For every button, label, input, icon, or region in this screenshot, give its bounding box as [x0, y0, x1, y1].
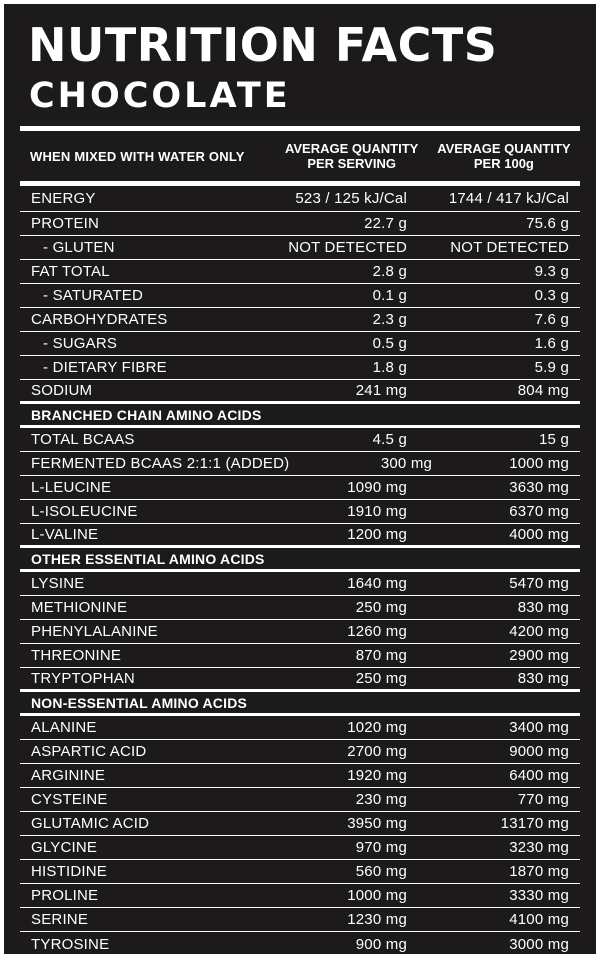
per-serving-value: 2.8 g	[372, 263, 407, 280]
table-row	[20, 836, 580, 860]
table-header	[20, 131, 580, 186]
per-100g-value: 804 mg	[517, 382, 569, 399]
per-100g-value: 15 g	[539, 431, 569, 448]
nutrient-name: - DIETARY FIBRE	[43, 359, 167, 376]
table-row	[20, 260, 580, 284]
nutrient-name: GLUTAMIC ACID	[31, 815, 150, 832]
table-row	[20, 428, 580, 452]
nutrient-name: TOTAL BCAAS	[31, 431, 135, 448]
table-row	[20, 500, 580, 524]
nutrient-name: L-ISOLEUCINE	[31, 503, 138, 520]
nutrient-name: METHIONINE	[31, 599, 128, 616]
section-header	[20, 404, 580, 428]
table-row	[20, 476, 580, 500]
per-100g-value: 75.6 g	[526, 215, 569, 232]
per-serving-value: 2700 mg	[347, 743, 407, 760]
nutrient-name: TYROSINE	[31, 935, 110, 953]
per-serving-value: 0.5 g	[372, 335, 407, 352]
table-row	[20, 572, 580, 596]
header-per-serving-line2: PER SERVING	[307, 156, 396, 171]
table-row	[20, 620, 580, 644]
title: NUTRITION FACTS	[28, 18, 498, 72]
per-serving-value: 1020 mg	[347, 719, 407, 736]
per-serving-value: 1920 mg	[347, 767, 407, 784]
section-header	[20, 548, 580, 572]
per-serving-value: 300 mg	[380, 455, 433, 472]
nutrient-name: CYSTEINE	[31, 791, 108, 808]
per-serving-value: 1260 mg	[347, 623, 407, 640]
per-serving-value: 2.3 g	[372, 311, 407, 328]
nutrient-name: ENERGY	[31, 190, 96, 207]
flavour-subtitle: CHOCOLATE	[29, 76, 291, 116]
per-100g-value: 830 mg	[517, 599, 569, 616]
per-serving-value: 560 mg	[355, 863, 407, 880]
table-row	[20, 716, 580, 740]
per-100g-value: 3000 mg	[509, 935, 569, 953]
per-100g-value: 4000 mg	[509, 526, 569, 543]
per-100g-value: 5470 mg	[509, 575, 569, 592]
nutrient-name: HISTIDINE	[31, 863, 107, 880]
nutrient-name: THREONINE	[31, 647, 122, 664]
per-serving-value: 870 mg	[355, 647, 407, 664]
table-row	[20, 764, 580, 788]
per-serving-value: 241 mg	[355, 382, 407, 399]
header-condition: WHEN MIXED WITH WATER ONLY	[30, 148, 245, 164]
table-row	[20, 236, 580, 260]
nutrient-name: SODIUM	[31, 382, 93, 399]
per-100g-value: 4100 mg	[509, 911, 569, 928]
per-serving-value: 0.1 g	[372, 287, 407, 304]
per-100g-value: 9000 mg	[509, 743, 569, 760]
per-serving-value: 1200 mg	[347, 526, 407, 543]
per-100g-value: 1.6 g	[534, 335, 569, 352]
per-serving-value: 1910 mg	[347, 503, 407, 520]
per-100g-value: 1870 mg	[509, 863, 569, 880]
per-100g-value: 1000 mg	[509, 455, 569, 472]
per-100g-value: 2900 mg	[509, 647, 569, 664]
header-per-100g-line2: PER 100g	[473, 156, 534, 171]
nutrient-name: L-VALINE	[31, 526, 99, 543]
table-row	[20, 212, 580, 236]
table-row	[20, 186, 580, 212]
per-100g-value: 830 mg	[517, 670, 569, 687]
section-title: NON-ESSENTIAL AMINO ACIDS	[31, 694, 248, 711]
nutrient-name: ASPARTIC ACID	[31, 743, 147, 760]
header-per-100g-line1: AVERAGE QUANTITY	[437, 141, 571, 156]
per-serving-value: 970 mg	[355, 839, 407, 856]
nutrient-name: ARGININE	[31, 767, 106, 784]
per-100g-value: 0.3 g	[534, 287, 569, 304]
table-row	[20, 644, 580, 668]
section-header	[20, 692, 580, 716]
nutrient-name: SERINE	[31, 911, 89, 928]
per-100g-value: 9.3 g	[534, 263, 569, 280]
per-serving-value: 1640 mg	[347, 575, 407, 592]
per-100g-value: 3330 mg	[509, 887, 569, 904]
nutrient-name: GLYCINE	[31, 839, 98, 856]
table-row	[20, 788, 580, 812]
per-serving-value: 1230 mg	[347, 911, 407, 928]
table-body	[20, 186, 580, 956]
per-serving-value: 1000 mg	[347, 887, 407, 904]
nutrient-name: L-LEUCINE	[31, 479, 112, 496]
per-100g-value: 5.9 g	[534, 359, 569, 376]
per-100g-value: 3630 mg	[509, 479, 569, 496]
table-row	[20, 356, 580, 380]
nutrient-name: FAT TOTAL	[31, 263, 110, 280]
nutrient-name: PROLINE	[31, 887, 99, 904]
per-serving-value: 250 mg	[355, 599, 407, 616]
table-row	[20, 284, 580, 308]
header-per-serving-line1: AVERAGE QUANTITY	[284, 141, 419, 156]
nutrient-name: CARBOHYDRATES	[31, 311, 168, 328]
per-100g-value: 770 mg	[517, 791, 569, 808]
per-100g-value: 3400 mg	[509, 719, 569, 736]
per-100g-value: 1744 / 417 kJ/Cal	[448, 190, 569, 207]
per-serving-value: NOT DETECTED	[288, 239, 407, 256]
table-row	[20, 740, 580, 764]
header-per-serving	[276, 141, 428, 171]
section-title: OTHER ESSENTIAL AMINO ACIDS	[31, 550, 265, 567]
nutrient-name: ALANINE	[31, 719, 97, 736]
per-serving-value: 523 / 125 kJ/Cal	[295, 190, 407, 207]
per-serving-value: 4.5 g	[372, 431, 407, 448]
table-row	[20, 452, 580, 476]
table-row	[20, 812, 580, 836]
table-row	[20, 524, 580, 548]
nutrient-name: - GLUTEN	[43, 239, 115, 256]
per-serving-value: 230 mg	[355, 791, 407, 808]
header-per-100g	[428, 141, 580, 171]
per-100g-value: 3230 mg	[509, 839, 569, 856]
table-row	[20, 860, 580, 884]
nutrient-name: PHENYLALANINE	[31, 623, 158, 640]
per-100g-value: 4200 mg	[509, 623, 569, 640]
table-row	[20, 668, 580, 692]
nutrient-name: TRYPTOPHAN	[31, 670, 135, 687]
nutrient-name: LYSINE	[31, 575, 85, 592]
nutrition-table	[20, 126, 580, 956]
table-row	[20, 596, 580, 620]
per-serving-value: 250 mg	[355, 670, 407, 687]
per-100g-value: 6400 mg	[509, 767, 569, 784]
per-serving-value: 3950 mg	[347, 815, 407, 832]
nutrient-name: PROTEIN	[31, 215, 100, 232]
table-row	[20, 380, 580, 404]
table-row	[20, 332, 580, 356]
nutrient-name: FERMENTED BCAAS 2:1:1 (ADDED)	[31, 455, 290, 472]
table-row	[20, 884, 580, 908]
per-serving-value: 900 mg	[355, 935, 407, 953]
nutrient-name: - SUGARS	[43, 335, 118, 352]
table-row	[20, 932, 580, 956]
per-100g-value: 7.6 g	[534, 311, 569, 328]
section-title: BRANCHED CHAIN AMINO ACIDS	[31, 406, 262, 423]
table-row	[20, 308, 580, 332]
per-100g-value: NOT DETECTED	[450, 239, 569, 256]
per-100g-value: 13170 mg	[500, 815, 569, 832]
per-serving-value: 22.7 g	[364, 215, 407, 232]
per-serving-value: 1090 mg	[347, 479, 407, 496]
nutrient-name: - SATURATED	[43, 287, 143, 304]
table-row	[20, 908, 580, 932]
per-serving-value: 1.8 g	[372, 359, 407, 376]
per-100g-value: 6370 mg	[509, 503, 569, 520]
